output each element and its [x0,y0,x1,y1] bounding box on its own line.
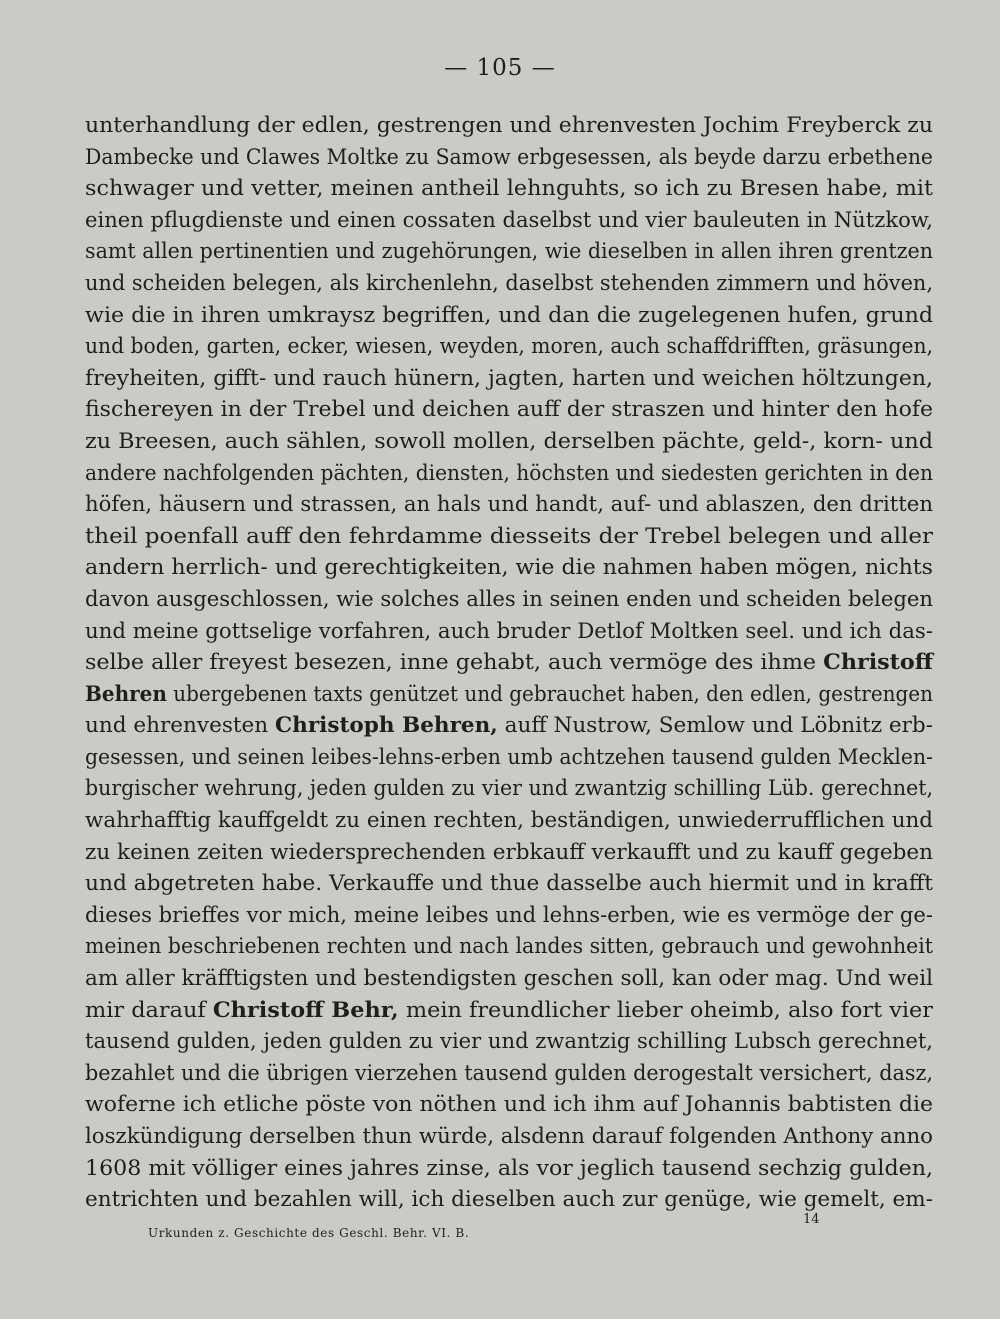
text-line: tausend gulden, jeden gulden zu vier und zwantzig schilling Lubsch gerechnet, [85,1029,933,1055]
text-line: andere nachfolgenden pächten, diensten, höchsten und siedesten gerichten in den [85,460,933,486]
text-line: dieses brieffes vor mich, meine leibes und lehns-erben, wie es vermöge der ge- [85,902,933,928]
text-segment: mir darauf [85,997,213,1023]
text-line: 1608 mit völliger eines jahres zinse, als vor jeglich tausend sechzig gulden, [85,1155,933,1181]
text-line: bezahlet und die übrigen vierzehen tausend gulden derogestalt versichert, dasz, [85,1060,933,1086]
text-segment: ubergebenen taxts genützet und gebrauchet haben, den edlen, gestrengen [166,681,933,707]
page-number: — 105 — [444,55,556,81]
text-segment: und ehrenvesten [85,713,276,739]
text-line: einen pflugdienste und einen cossaten daselbst und vier bauleuten in Nützkow, [85,207,933,233]
text-line [85,710,933,742]
text-line: wie die in ihren umkraysz begriffen, und dan die zugelegenen hufen, grund [85,302,933,328]
text-line: Dambecke und Clawes Moltke zu Samow erbgesessen, als beyde darzu erbethene [85,144,933,170]
text-line: höfen, häusern und strassen, an hals und handt, auf- und ablaszen, den dritten [85,492,933,518]
text-line [85,995,933,1027]
text-line: und abgetreten habe. Verkauffe und thue dasselbe auch hiermit und in krafft [85,871,934,897]
text-segment: selbe aller freyest besezen, inne gehabt, auch vermöge des ihme [85,650,824,676]
text-line: loszkündigung derselben thun würde, alsdenn darauf folgenden Anthony anno [85,1124,933,1149]
signature-mark: 14 [803,1212,820,1227]
text-line: fischereyen in der Trebel und deichen auff der straszen und hinter den hofe [85,397,933,423]
name-bold: Christoph Behren, [275,713,498,739]
text-line: burgischer wehrung, jeden gulden zu vier und zwantzig schilling Lüb. gerechnet, [85,776,933,802]
text-line: meinen beschriebenen rechten und nach landes sitten, gebrauch und gewohnheit [85,934,933,960]
name-bold: Christoff Behr, [212,997,399,1023]
text-line: freyheiten, gifft- und rauch hünern, jagten, harten und weichen höltzungen, [85,365,933,391]
text-line [85,679,933,711]
text-line: theil poenfall auff den fehrdamme diesseits der Trebel belegen und aller [85,523,933,549]
text-line: entrichten und bezahlen will, ich dieselben auch zur genüge, wie gemelt, em- [85,1187,933,1213]
footer-note: Urkunden z. Geschichte des Geschl. Behr. VI. B. [148,1226,470,1240]
text-line: gesessen, und seinen leibes-lehns-erben umb achtzehen tausend gulden Mecklen- [85,744,933,770]
text-line: woferne ich etliche pöste von nöthen und ich ihm auf Johannis babtisten die [85,1092,933,1118]
text-line: schwager und vetter, meinen antheil lehnguhts, so ich zu Bresen habe, mit [85,176,933,202]
text-line: unterhandlung der edlen, gestrengen und ehrenvesten Jochim Freyberck zu [85,113,933,138]
text-line: andern herrlich- und gerechtigkeiten, wie die nahmen haben mögen, nichts [85,555,934,581]
text-line: am aller kräfftigsten und bestendigsten geschen soll, kan oder mag. Und weil [85,966,933,992]
text-line: wahrhafftig kauffgeldt zu einen rechten, beständigen, unwiederrufflichen und [85,808,933,834]
text-line: und scheiden belegen, als kirchenlehn, daselbst stehenden zimmern und höven, [85,270,933,296]
text-line: samt allen pertinentien und zugehörungen, wie dieselben in allen ihren grentzen [85,239,933,265]
text-segment: auff Nustrow, Semlow und Löbnitz erb- [497,713,933,739]
text-segment: mein freundlicher lieber oheimb, also fort vier [398,997,933,1023]
name-bold: Behren [85,681,167,707]
text-line: und boden, garten, ecker, wiesen, weyden, moren, auch schaffdrifften, gräsungen, [85,334,933,360]
text-line: zu Breesen, auch sählen, sowoll mollen, derselben pächte, geld-, korn- und [85,428,933,454]
text-line: zu keinen zeiten wiedersprechenden erbkauff verkaufft und zu kauff gegeben [85,839,933,865]
name-bold: Christoff [823,650,933,676]
text-line: und meine gottselige vorfahren, auch bruder Detlof Moltken seel. und ich das- [85,618,933,644]
text-line [85,647,933,679]
body-text [85,110,933,1216]
text-line: davon ausgeschlossen, wie solches alles in seinen enden und scheiden belegen [85,586,933,612]
